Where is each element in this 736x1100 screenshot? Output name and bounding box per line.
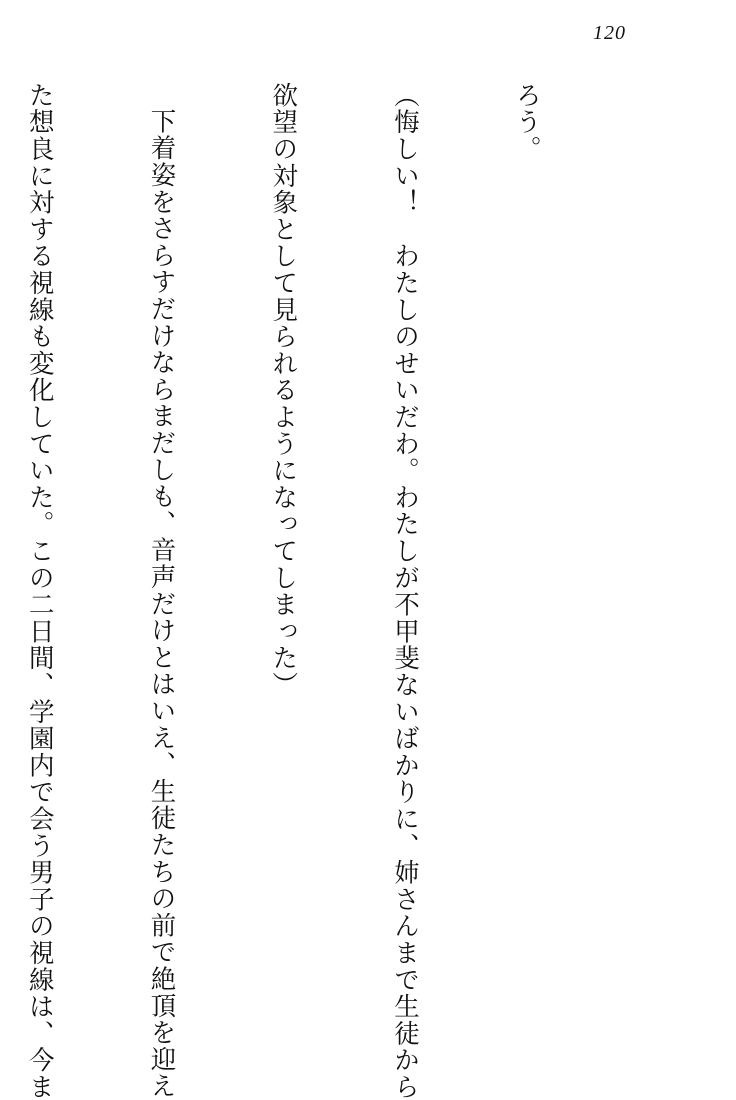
text-line: ろう。 xyxy=(511,82,542,163)
vertical-text-body xyxy=(0,82,628,1100)
text-line: 下着姿をさらすだけならまだしも、音声だけとはいえ、生徒たちの前で絶頂を迎え xyxy=(146,107,177,1100)
text-line: 欲望の対象として見られるようになってしまった） xyxy=(268,82,299,699)
text-line: （悔しい！ わたしのせいだわ。わたしが不甲斐ないばかりに、姉さんまで生徒から xyxy=(390,82,421,1100)
text-line: た想良に対する視線も変化していた。この二日間、学園内で会う男子の視線は、今ま xyxy=(24,82,55,1100)
page-number: 120 xyxy=(593,22,626,44)
